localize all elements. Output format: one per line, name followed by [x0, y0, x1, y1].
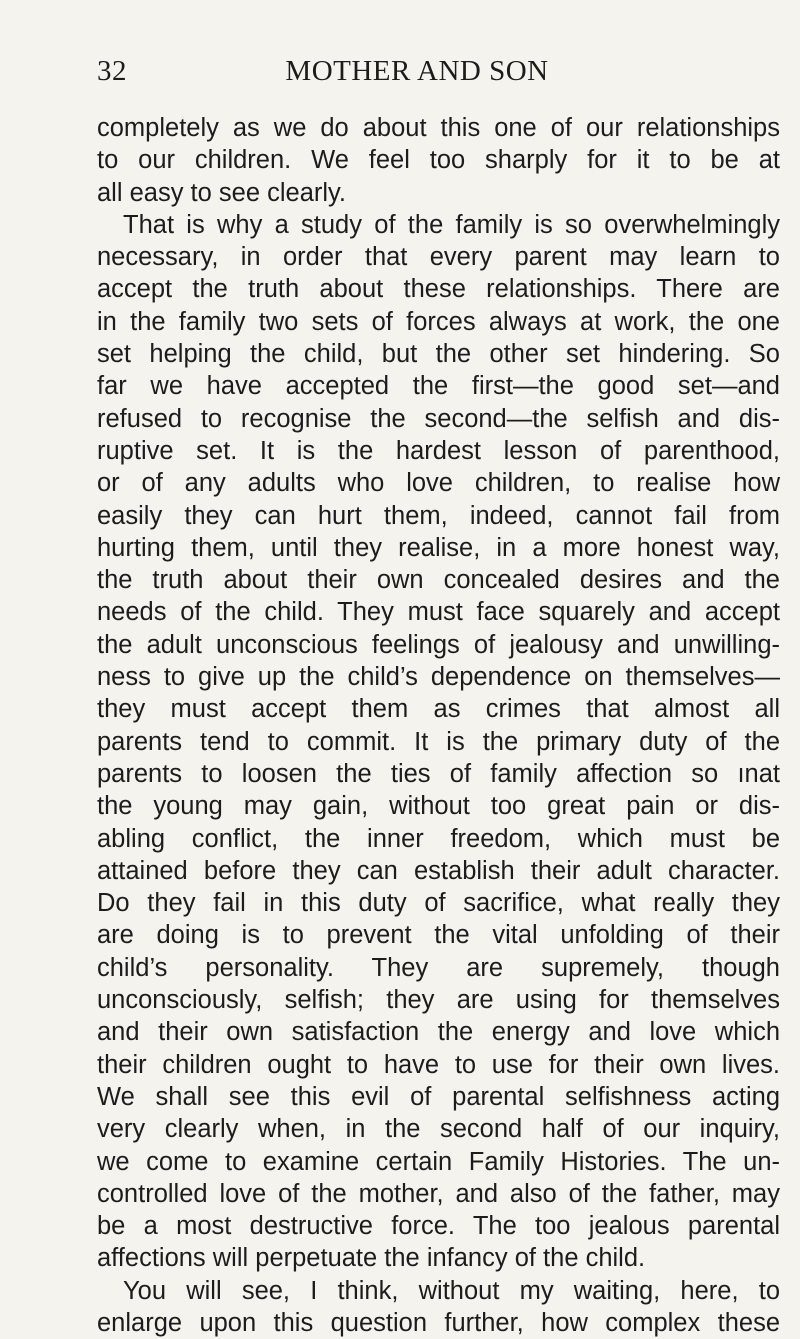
body-text: [97, 112, 797, 1339]
text-line: completely as we do about this one of our relationships: [97, 114, 780, 142]
text-line: accept the truth about these relationships. There are: [97, 275, 780, 304]
text-line: all easy to see clearly.: [97, 178, 346, 207]
text-line: needs of the child. They must face squarely and accept: [97, 598, 780, 627]
running-title: MOTHER AND SON: [285, 55, 549, 87]
text-line: hurting them, until they realise, in a more honest way,: [97, 533, 780, 562]
text-line: ness to give up the child’s dependence on themselves—: [97, 663, 780, 692]
text-line: attained before they can establish their adult character.: [97, 856, 780, 885]
text-line: set helping the child, but the other set hindering. So: [97, 340, 780, 369]
text-line: child’s personality. They are supremely, though: [97, 953, 780, 982]
text-line: You will see, I think, without my waiting, here, to: [123, 1276, 780, 1305]
text-line: be a most destructive force. The too jealous parental: [97, 1212, 780, 1241]
text-line: unconsciously, selfish; they are using for themselves: [97, 986, 780, 1015]
text-line: the young may gain, without too great pain or dis-: [97, 792, 780, 821]
text-line: affections will perpetuate the infancy of the child.: [97, 1244, 646, 1273]
text-line: far we have accepted the first—the good set—and: [97, 372, 780, 401]
text-line: That is why a study of the family is so overwhelmingly: [123, 210, 780, 239]
text-line: to our children. We feel too sharply for it to be at: [97, 146, 780, 175]
text-line: the adult unconscious feelings of jealousy and unwilling-: [97, 630, 780, 659]
text-line: We shall see this evil of parental selfishness acting: [97, 1082, 780, 1111]
page-header: [97, 55, 737, 101]
text-line: we come to examine certain Family Histories. The un-: [97, 1147, 780, 1176]
text-line: they must accept them as crimes that almost all: [97, 695, 780, 724]
text-line: their children ought to have to use for their own lives.: [97, 1050, 780, 1079]
text-line: controlled love of the mother, and also of the father, may: [97, 1179, 780, 1208]
text-line: easily they can hurt them, indeed, cannot fail from: [97, 501, 780, 530]
text-line: enlarge upon this question further, how complex these: [97, 1308, 780, 1337]
page-number: 32: [97, 55, 127, 87]
text-line: necessary, in order that every parent may learn to: [97, 243, 780, 272]
text-line: and their own satisfaction the energy and love which: [97, 1018, 780, 1047]
text-line: very clearly when, in the second half of our inquiry,: [97, 1115, 780, 1144]
text-line: in the family two sets of forces always at work, the one: [97, 307, 780, 336]
text-line: or of any adults who love children, to realise how: [97, 469, 780, 498]
text-line: are doing is to prevent the vital unfolding of their: [97, 921, 780, 950]
text-line: parents tend to commit. It is the primary duty of the: [97, 727, 780, 756]
text-line: the truth about their own concealed desires and the: [97, 566, 780, 595]
text-line: refused to recognise the second—the selfish and dis-: [97, 404, 780, 433]
text-line: parents to loosen the ties of family affection so ınat: [97, 759, 780, 788]
text-line: ruptive set. It is the hardest lesson of parenthood,: [97, 436, 780, 465]
text-line: abling conflict, the inner freedom, which must be: [97, 824, 780, 853]
text-line: Do they fail in this duty of sacrifice, what really they: [97, 889, 780, 918]
